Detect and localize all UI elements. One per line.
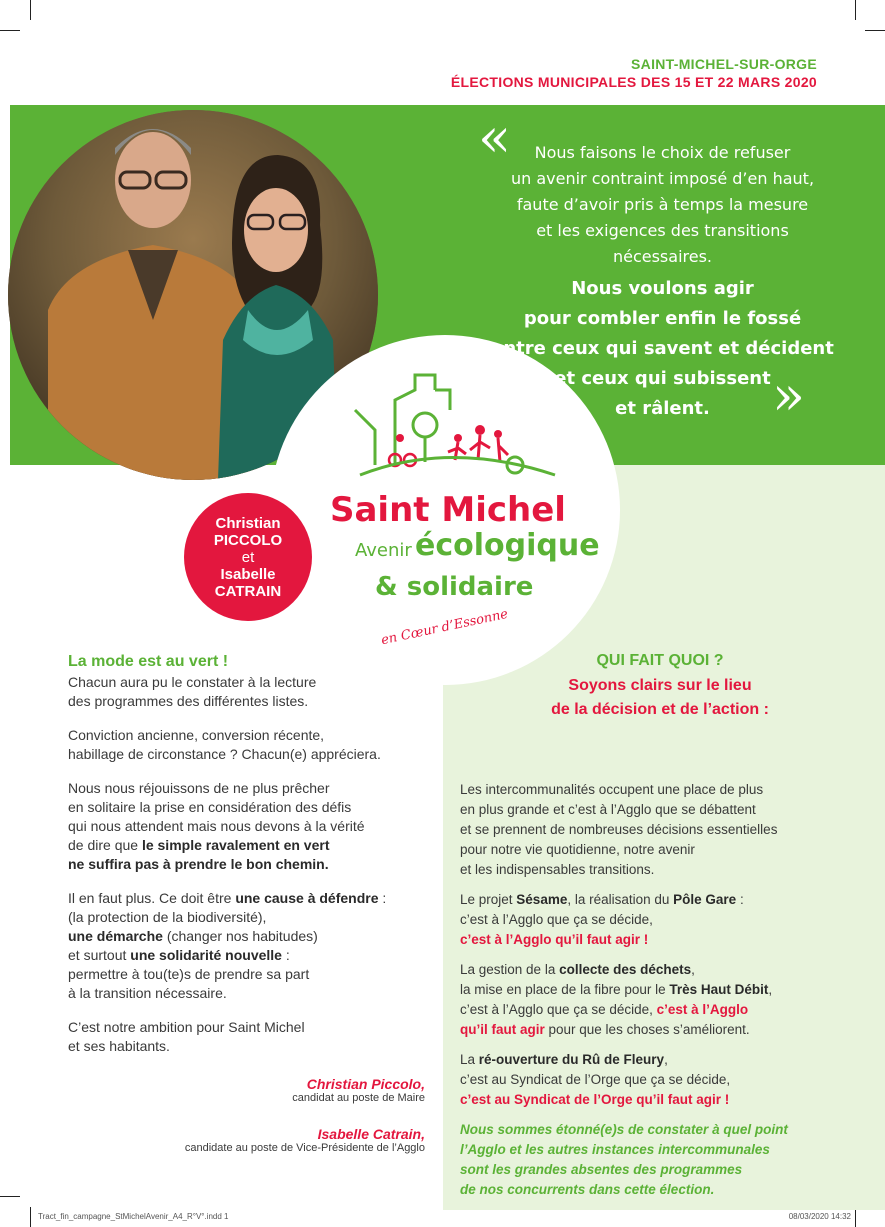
quote-bold-line: et râlent. — [615, 398, 710, 419]
right-heading — [460, 652, 860, 722]
quote-bold-line: et ceux qui subissent — [554, 368, 771, 389]
badge-name1-first: Christian — [215, 514, 281, 532]
quote-line: Nous faisons le choix de refuser — [534, 143, 791, 162]
logo-solidaire: & solidaire — [375, 572, 534, 602]
file-slug: Tract_fin_campagne_StMichelAvenir_A4_R°V°.indd 1 — [38, 1212, 229, 1221]
right-paragraph: Les intercommunalités occupent une place de plus en plus grande et c’est à l’Agglo que se débattent et se prennent de nombreuses décisions essentielles pour notre vie quotidienne, notre avenir et les indispensables transitions. — [460, 782, 778, 877]
elections-header: ÉLECTIONS MUNICIPALES DES 15 ET 22 MARS 2020 — [450, 74, 817, 90]
signature-name: Isabelle Catrain, — [317, 1126, 425, 1142]
badge-name2-last: CATRAIN — [214, 582, 282, 600]
right-title: QUI FAIT QUOI ? — [596, 652, 724, 669]
logo-avenir: Avenir — [355, 540, 412, 561]
crop-mark — [865, 30, 885, 31]
quote-close-mark: » — [772, 364, 806, 427]
signature-name: Christian Piccolo, — [306, 1076, 425, 1092]
left-paragraph: Conviction ancienne, conversion récente, habillage de circonstance ? Chacun(e) appréciera. — [68, 727, 381, 762]
right-subtitle-line: de la décision et de l’action : — [551, 701, 769, 718]
right-subtitle-line: Soyons clairs sur le lieu — [568, 677, 752, 694]
badge-name2-first: Isabelle — [220, 565, 276, 583]
signature-1 — [292, 1076, 425, 1104]
quote-line: un avenir contraint imposé d’en haut, — [510, 169, 815, 188]
right-paragraph: Le projet Sésame, la réalisation du Pôle Gare : c’est à l’Agglo que ça se décide, c’est à l’Agglo qu’il faut agir ! — [460, 892, 744, 947]
left-column — [68, 652, 428, 1071]
left-paragraph: Chacun aura pu le constater à la lecture des programmes des différentes listes. — [68, 674, 317, 709]
logo-tagline: en Cœur d’Essonne — [379, 606, 510, 649]
badge-and: et — [241, 548, 255, 566]
left-paragraph: Nous nous réjouissons de ne plus prêcher en solitaire la prise en considération des défis qui nous attendent mais nous devons à la vérité de dire que le simple ravalement en vert ne suffira pas à prendre le bon chemin. — [68, 780, 365, 872]
print-date: 08/03/2020 14:32 — [788, 1212, 851, 1221]
crop-mark — [855, 1207, 856, 1227]
left-paragraph: C’est notre ambition pour Saint Michel et ses habitants. — [68, 1019, 305, 1054]
crop-mark — [0, 30, 20, 31]
badge-name1-last: PICCOLO — [213, 531, 283, 549]
signature-2 — [185, 1126, 425, 1154]
right-conclusion: Nous sommes étonné(e)s de constater à quel point l’Agglo et les autres instances intercommunales sont les grandes absentes des programmes de nos concurrents dans cette élection. — [460, 1122, 788, 1197]
signature-role: candidate au poste de Vice-Présidente de l’Agglo — [184, 1142, 425, 1154]
town-header: SAINT-MICHEL-SUR-ORGE — [631, 56, 817, 72]
left-heading: La mode est au vert ! — [68, 653, 229, 670]
crop-mark — [0, 1196, 20, 1197]
logo-ecologique: écologique — [415, 528, 600, 563]
crop-mark — [855, 0, 856, 20]
quote-bold-line: Nous voulons agir — [571, 278, 754, 299]
right-paragraph: La gestion de la collecte des déchets, la mise en place de la fibre pour le Très Haut Débit, c’est à l’Agglo que ça se décide, c’est à l’Agglo qu’il faut agir pour que les choses s’améliorent. — [460, 962, 773, 1037]
candidates-badge — [184, 493, 312, 621]
right-paragraph: La ré-ouverture du Rû de Fleury, c’est au Syndicat de l’Orge que ça se décide, c’est au Syndicat de l’Orge qu’il faut agir ! — [460, 1052, 731, 1107]
quote-line: faute d’avoir pris à temps la mesure — [516, 195, 809, 214]
logo-title: Saint Michel — [330, 490, 566, 530]
quote-bold-line: pour combler enfin le fossé — [523, 308, 802, 329]
quote-line: et les exigences des transitions — [536, 221, 789, 240]
crop-mark — [30, 1207, 31, 1227]
left-paragraph: Il en faut plus. Ce doit être une cause à défendre : (la protection de la biodiversité), une démarche (changer nos habitudes) et surtout une solidarité nouvelle : permettre à tou(te)s de prendre sa part à la transition nécessaire. — [68, 890, 387, 1001]
right-column — [460, 780, 860, 1210]
quote-bold-line: entre ceux qui savent et décident — [491, 338, 834, 359]
quote-open-mark: « — [478, 106, 512, 169]
signature-role: candidat au poste de Maire — [292, 1092, 425, 1104]
crop-mark — [30, 0, 31, 20]
quote-line: nécessaires. — [612, 247, 713, 266]
